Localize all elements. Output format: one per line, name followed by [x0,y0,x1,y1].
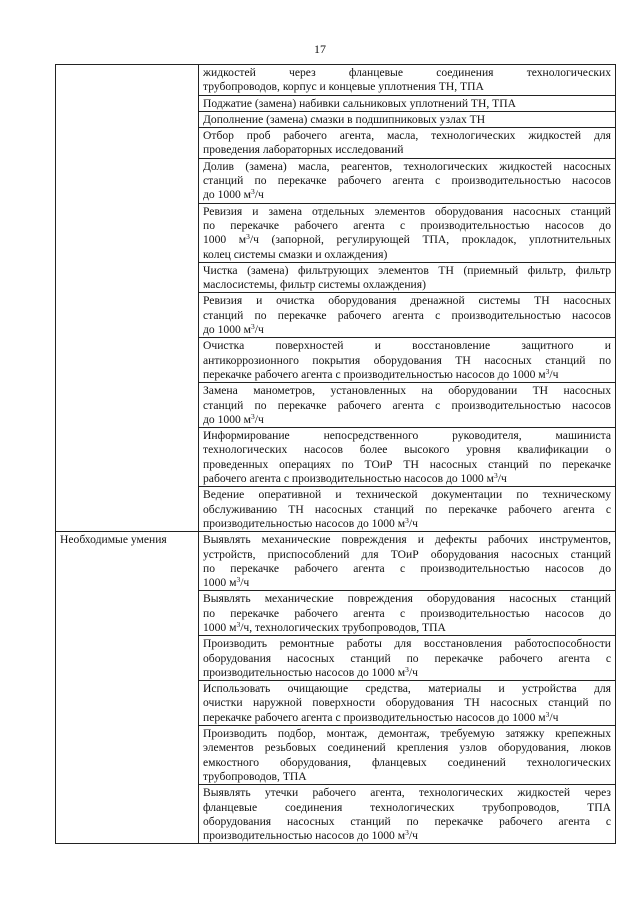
item-text-line: 1000 $м^3/ч$ (запорной, регулирующей ТПА, прокладок, уплотнительных [203,232,611,247]
item-text-line: до 1000 $м^3/ч$ [203,187,264,202]
table-row [56,532,616,591]
item-text-line: по перекачке рабочего агента с производительностью насосов до [203,606,611,620]
item-text-line: проведения лабораторных исследований [203,143,404,157]
item-text-line: станций по перекачке рабочего агента с производительностью насосов [203,308,611,322]
item-text-line: фланцевые соединения технологических трубопроводов, ТПА [203,800,611,814]
item-text-line: устройств, приспособлений для ТОиР оборудования насосных станций [203,547,611,561]
table-cell-item [199,681,616,726]
item-text-line: производительностью насосов до 1000 $м^3/ч$ [203,828,418,843]
item-text-line: антикоррозионного покрытия оборудования ТН насосных станций по [203,353,611,367]
item-text-line: Выявлять механические повреждения оборудования насосных станций [203,592,611,606]
item-text-line: проведенных операциях по ТОиР ТН насосных станций по перекачке [203,457,611,471]
item-text-line: Поджатие (замена) набивки сальниковых уплотнений ТН, ТПА [203,96,517,110]
item-text-line: трубопроводов, ТПА [203,769,307,783]
table-cell-item [199,65,616,96]
item-text-line: перекачке рабочего агента с производительностью насосов до 1000 $м^3/ч$ [203,366,559,381]
item-text-line: 1000 $м^3/ч$ [203,575,250,590]
item-text-line: колец системы смазки и охлаждения) [203,247,388,261]
table-cell-item [199,158,616,203]
table-cell-item [199,203,616,262]
item-text-line: по перекачке рабочего агента с производительностью насосов до [203,561,611,575]
item-text-line: Производить ремонтные работы для восстановления работоспособности [203,637,611,651]
table-cell-item [199,95,616,111]
item-text-line: Информирование непосредственного руководителя, машиниста [203,429,611,443]
item-text-line: до 1000 $м^3/ч$ [203,322,264,337]
item-text-line: 1000 $м^3/ч$, технологических трубопроводов, ТПА [203,619,446,634]
table-cell-item [199,293,616,338]
item-text-line: элементов резьбовых соединений крепления узлов оборудования, люков [203,741,611,755]
table-cell-item [199,338,616,383]
item-text-line: до 1000 $м^3/ч$ [203,411,264,426]
item-text-line: Ревизия и очистка оборудования дренажной системы ТН насосных [203,294,611,308]
table-cell-item [199,111,616,127]
item-text-line: Чистка (замена) фильтрующих элементов ТН (приемный фильтр, фильтр [203,263,611,277]
item-text-line: обслуживанию ТН насосных станций по перекачке рабочего агента с [203,502,611,516]
item-text-line: по перекачке рабочего агента с производительностью насосов до [203,218,611,232]
item-text-line: станций по перекачке рабочего агента с производительностью насосов [203,174,611,188]
table-cell-item [199,128,616,159]
page-number: 17 [314,42,326,56]
item-text-line: трубопроводов, корпус и концевые уплотнения ТН, ТПА [203,80,484,94]
competency-table [55,64,616,844]
item-text-line: Долив (замена) масла, реагентов, технологических жидкостей насосных [203,159,611,173]
section-label: Необходимые умения [56,532,199,844]
table-cell-item [199,636,616,681]
table-cell-item [199,591,616,636]
item-text-line: производительностью насосов до 1000 $м^3/ч$ [203,664,418,679]
item-text-line: маслосистемы, фильтр системы охлаждения) [203,278,426,292]
item-text-line: Ревизия и замена отдельных элементов оборудования насосных станций [203,204,611,218]
item-text-line: оборудования насосных станций по перекачке рабочего агента с [203,651,611,665]
item-text-line: Выявлять механические повреждения и дефекты рабочих инструментов, [203,533,611,547]
table-row [56,65,616,96]
item-text-line: производительностью насосов до 1000 $м^3/ч$ [203,515,418,530]
item-text-line: Производить подбор, монтаж, демонтаж, требуемую затяжку крепежных [203,727,611,741]
table-cell-item [199,383,616,428]
item-text-line: перекачке рабочего агента с производительностью насосов до 1000 $м^3/ч$ [203,709,559,724]
item-text-line: Использовать очищающие средства, материалы и устройства для [203,682,611,696]
item-text-line: Ведение оперативной и технической документации по техническому [203,488,611,502]
table-cell-item [199,785,616,844]
item-text-line: оборудования насосных станций по перекачке рабочего агента с [203,814,611,828]
item-text-line: рабочего агента с производительностью насосов до 1000 $м^3/ч$ [203,471,507,486]
table-cell-item [199,487,616,532]
item-text-line: Дополнение (замена) смазки в подшипниковых узлах ТН [203,112,486,126]
table-cell-item [199,532,616,591]
section-label [56,65,199,532]
item-text-line: Отбор проб рабочего агента, масла, технологических жидкостей для [203,129,611,143]
item-text-line: технологических насосов более высокого уровня квалификации о [203,443,611,457]
item-text-line: Очистка поверхностей и восстановление защитного и [203,339,611,353]
item-text-line: Замена манометров, установленных на оборудовании ТН насосных [203,384,611,398]
table-cell-item [199,262,616,293]
item-text-line: Выявлять утечки рабочего агента, технологических жидкостей через [203,786,611,800]
table-cell-item [199,428,616,487]
item-text-line: очистки наружной поверхности оборудования ТН насосных станций по [203,696,611,710]
table-cell-item [199,726,616,785]
item-text-line: емкостного оборудования, фланцевых соединений технологических [203,755,611,769]
item-text-line: жидкостей через фланцевые соединения технологических [203,66,611,79]
item-text-line: станций по перекачке рабочего агента с производительностью насосов [203,398,611,412]
